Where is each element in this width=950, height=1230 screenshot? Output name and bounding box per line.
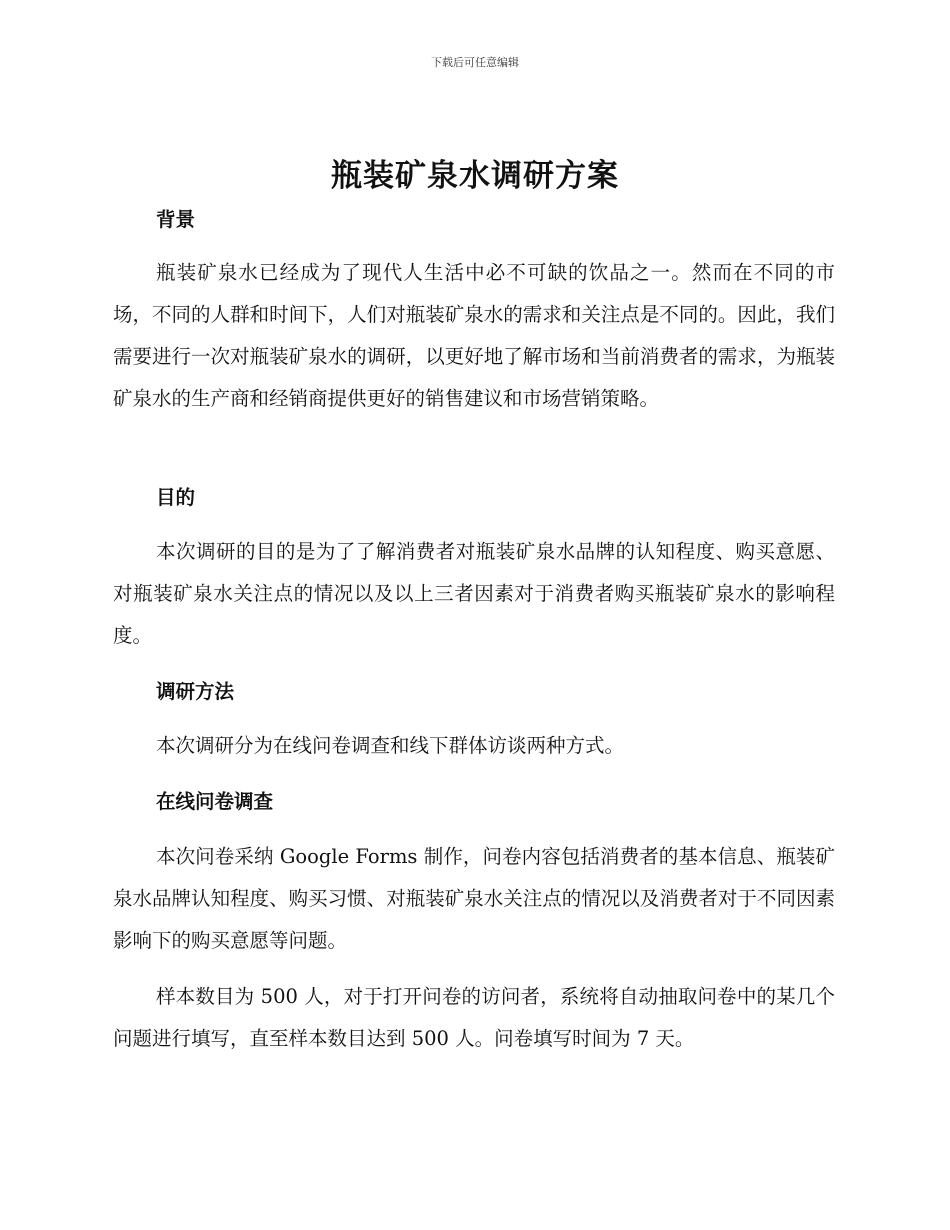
section-heading-method: 调研方法 bbox=[156, 680, 235, 703]
method-paragraph: 本次调研分为在线问卷调查和线下群体访谈两种方式。 bbox=[156, 734, 625, 757]
header-note: 下载后可任意编辑 bbox=[431, 56, 519, 69]
document-title: 瓶装矿泉水调研方案 bbox=[331, 158, 619, 194]
section-heading-online-survey: 在线问卷调查 bbox=[156, 790, 274, 813]
online-survey-paragraph: 本次问卷采纳 Google Forms 制作，问卷内容包括消费者的基本信息、瓶装矿泉水品牌认知程度、购买习惯、对瓶装矿泉水关注点的情况以及消费者对于不同因素影响下的购买意愿等问题。 bbox=[113, 845, 835, 952]
background-paragraph: 瓶装矿泉水已经成为了现代人生活中必不可缺的饮品之一。然而在不同的市场，不同的人群和时间下，人们对瓶装矿泉水的需求和关注点是不同的。因此，我们需要进行一次对瓶装矿泉水的调研，以更好地了解市场和当前消费者的需求，为瓶装矿泉水的生产商和经销商提供更好的销售建议和市场营销策略。 bbox=[113, 261, 835, 410]
section-heading-background: 背景 bbox=[156, 208, 196, 231]
section-heading-purpose: 目的 bbox=[156, 486, 196, 509]
sample-size-paragraph: 样本数目为 500 人，对于打开问卷的访问者，系统将自动抽取问卷中的某几个问题进行填写，直至样本数目达到 500 人。问卷填写时间为 7 天。 bbox=[113, 985, 835, 1050]
purpose-paragraph: 本次调研的目的是为了了解消费者对瓶装矿泉水品牌的认知程度、购买意愿、对瓶装矿泉水关注点的情况以及以上三者因素对于消费者购买瓶装矿泉水的影响程度。 bbox=[113, 540, 835, 647]
